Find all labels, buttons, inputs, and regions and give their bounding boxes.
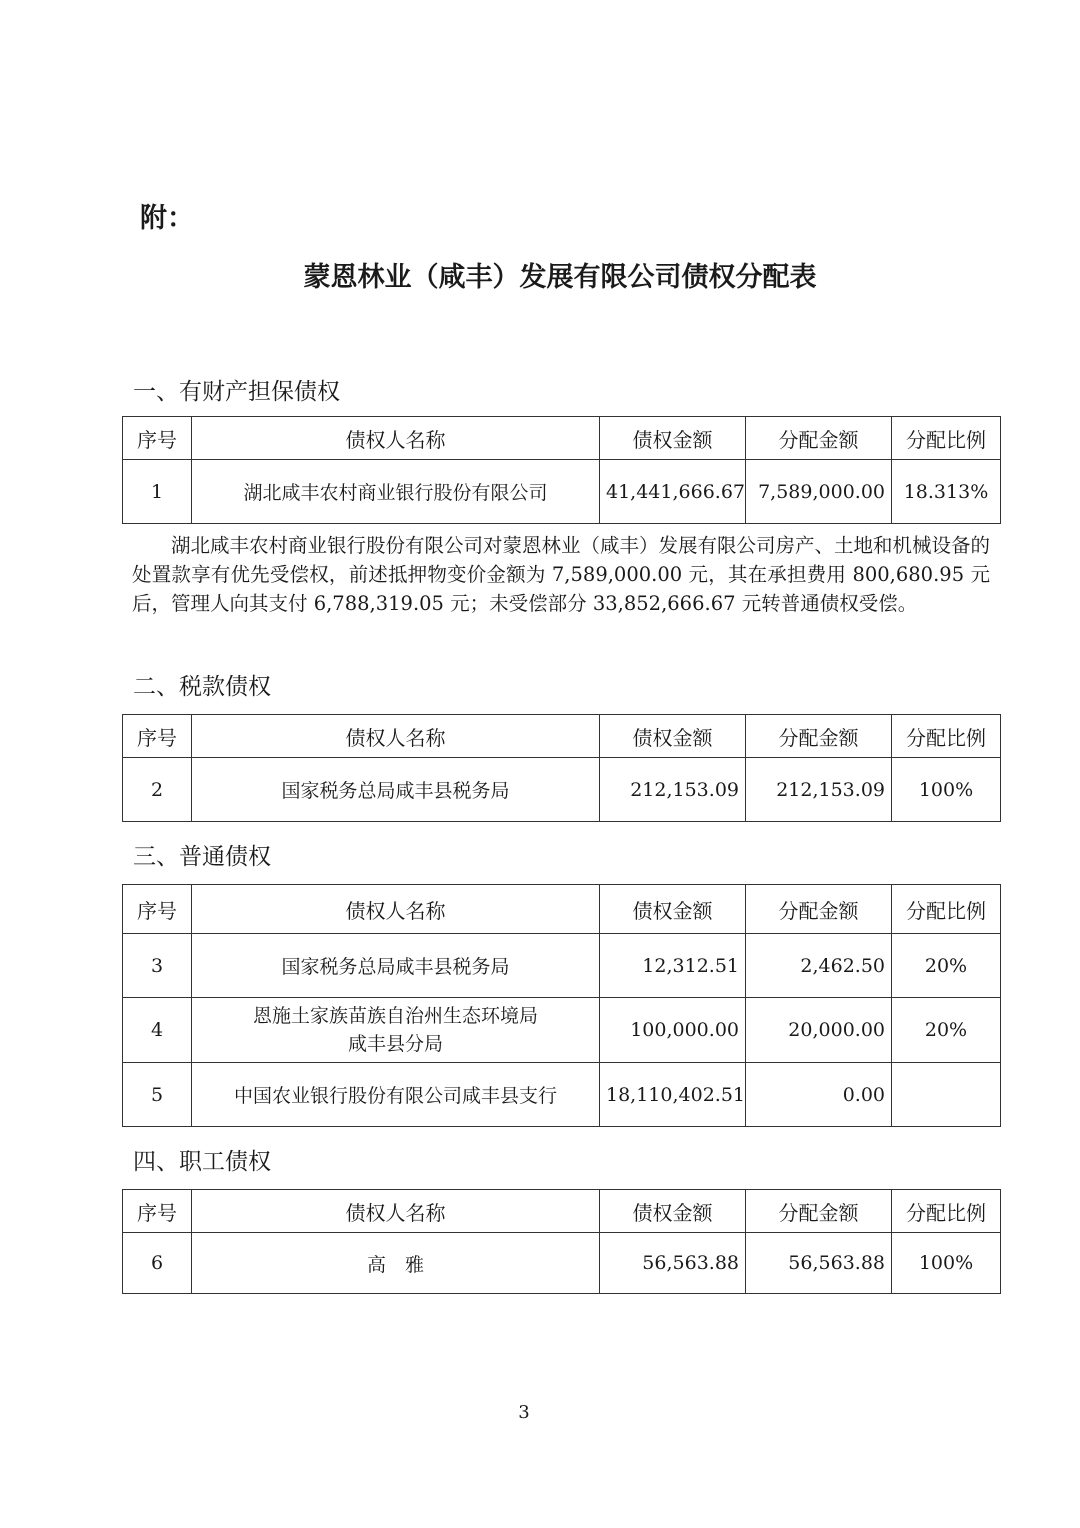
row-claim-amount: 41,441,666.67 <box>600 460 746 524</box>
row-distribution-amount: 0.00 <box>746 1063 892 1127</box>
table-row <box>123 758 1001 822</box>
row-distribution-amount: 56,563.88 <box>746 1233 892 1294</box>
row-seq: 1 <box>123 460 192 524</box>
table-header-row <box>123 885 1001 934</box>
row-seq: 3 <box>123 934 192 998</box>
tax-claims-table <box>122 714 1001 822</box>
header-distribution: 分配金额 <box>746 1190 892 1233</box>
table-row <box>123 998 1001 1063</box>
creditor-name-line-1: 恩施土家族苗族自治州生态环境局 <box>252 1005 538 1027</box>
row-distribution-ratio: 18.313% <box>892 460 1001 524</box>
header-name: 债权人名称 <box>192 1190 600 1233</box>
header-name: 债权人名称 <box>192 715 600 758</box>
section-heading-employee: 四、职工债权 <box>133 1149 271 1175</box>
row-seq: 2 <box>123 758 192 822</box>
row-claim-amount: 56,563.88 <box>600 1233 746 1294</box>
header-name: 债权人名称 <box>192 885 600 934</box>
row-creditor-name: 国家税务总局咸丰县税务局 <box>192 758 600 822</box>
section-heading-secured: 一、有财产担保债权 <box>133 379 340 405</box>
row-distribution-ratio: 20% <box>892 934 1001 998</box>
section-heading-tax: 二、税款债权 <box>133 674 271 700</box>
table-row <box>123 1063 1001 1127</box>
page-number: 3 <box>518 1402 530 1423</box>
table-row <box>123 1233 1001 1294</box>
header-seq: 序号 <box>123 885 192 934</box>
row-distribution-ratio: 100% <box>892 758 1001 822</box>
row-creditor-name: 中国农业银行股份有限公司咸丰县支行 <box>192 1063 600 1127</box>
row-claim-amount: 212,153.09 <box>600 758 746 822</box>
header-name: 债权人名称 <box>192 417 600 460</box>
row-distribution-amount: 20,000.00 <box>746 998 892 1063</box>
table-header-row <box>123 1190 1001 1233</box>
header-ratio: 分配比例 <box>892 885 1001 934</box>
row-claim-amount: 12,312.51 <box>600 934 746 998</box>
header-ratio: 分配比例 <box>892 1190 1001 1233</box>
creditor-name-line-2: 咸丰县分局 <box>347 1033 443 1055</box>
secured-claim-note: 湖北咸丰农村商业银行股份有限公司对蒙恩林业（咸丰）发展有限公司房产、土地和机械设备的处置款享有优先受偿权，前述抵押物变价金额为 7,589,000.00 元，其在承担费用 800,680.95 元后，管理人向其支付 6,788,319.05 元；未受偿部分 33,852,666.67 元转普通债权受偿。 <box>132 534 991 615</box>
row-claim-amount: 100,000.00 <box>600 998 746 1063</box>
header-ratio: 分配比例 <box>892 715 1001 758</box>
row-creditor-name: 湖北咸丰农村商业银行股份有限公司 <box>192 460 600 524</box>
header-claim: 债权金额 <box>600 885 746 934</box>
header-claim: 债权金额 <box>600 417 746 460</box>
row-claim-amount: 18,110,402.51 <box>600 1063 746 1127</box>
header-seq: 序号 <box>123 1190 192 1233</box>
header-seq: 序号 <box>123 715 192 758</box>
section-heading-general: 三、普通债权 <box>133 844 271 870</box>
row-distribution-amount: 212,153.09 <box>746 758 892 822</box>
employee-claims-table <box>122 1189 1001 1294</box>
table-row <box>123 460 1001 524</box>
header-seq: 序号 <box>123 417 192 460</box>
row-distribution-ratio: 100% <box>892 1233 1001 1294</box>
table-row <box>123 934 1001 998</box>
row-creditor-name <box>192 998 600 1063</box>
row-seq: 5 <box>123 1063 192 1127</box>
row-distribution-ratio <box>892 1063 1001 1127</box>
table-header-row <box>123 715 1001 758</box>
table-header-row <box>123 417 1001 460</box>
appendix-label: 附： <box>140 203 194 234</box>
header-distribution: 分配金额 <box>746 715 892 758</box>
row-distribution-amount: 2,462.50 <box>746 934 892 998</box>
header-claim: 债权金额 <box>600 1190 746 1233</box>
row-distribution-ratio: 20% <box>892 998 1001 1063</box>
secured-claims-table <box>122 416 1001 524</box>
general-claims-table <box>122 884 1001 1127</box>
row-distribution-amount: 7,589,000.00 <box>746 460 892 524</box>
header-distribution: 分配金额 <box>746 885 892 934</box>
header-distribution: 分配金额 <box>746 417 892 460</box>
row-creditor-name: 高 雅 <box>192 1233 600 1294</box>
document-title: 蒙恩林业（咸丰）发展有限公司债权分配表 <box>303 262 817 293</box>
header-claim: 债权金额 <box>600 715 746 758</box>
row-seq: 6 <box>123 1233 192 1294</box>
row-seq: 4 <box>123 998 192 1063</box>
row-creditor-name: 国家税务总局咸丰县税务局 <box>192 934 600 998</box>
header-ratio: 分配比例 <box>892 417 1001 460</box>
